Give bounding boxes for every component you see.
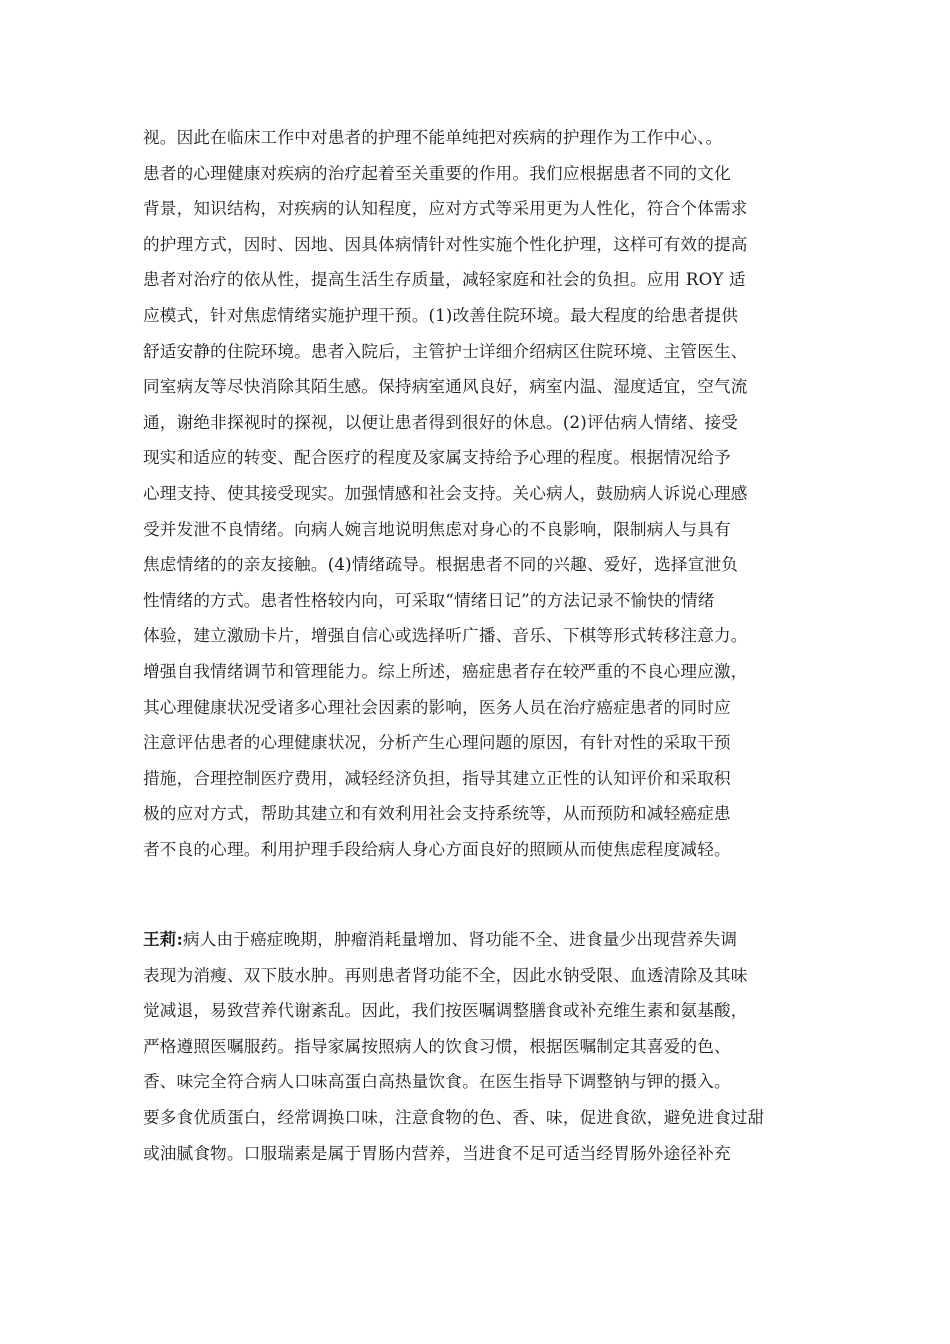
- text-line: 焦虑情绪的的亲友接触。(4)情绪疏导。根据患者不同的兴趣、爱好，选择宣泄负: [143, 555, 739, 575]
- text-line: 其心理健康状况受诸多心理社会因素的影响，医务人员在治疗癌症患者的同时应: [143, 697, 731, 717]
- text-line: 通，谢绝非探视时的探视，以便让患者得到很好的休息。(2)评估病人情绪、接受: [143, 412, 739, 432]
- text-line: 者不良的心理。利用护理手段给病人身心方面良好的照顾从而使焦虑程度减轻。: [143, 839, 731, 859]
- text-line: 性情绪的方式。患者性格较内向，可采取“情绪日记”的方法记录不愉快的情绪: [143, 590, 715, 610]
- paragraph-nutrition-care: [143, 922, 823, 1171]
- text-line: 觉减退，易致营养代谢紊乱。因此，我们按医嘱调整膳食或补充维生素和氨基酸，: [143, 1001, 748, 1021]
- text-line: 应模式，针对焦虑情绪实施护理干预。(1)改善住院环境。最大程度的给患者提供: [143, 305, 739, 325]
- text-line: 表现为消瘦、双下肢水肿。再则患者肾功能不全，因此水钠受限、血透清除及其味: [143, 965, 748, 985]
- text-line: 要多食优质蛋白，经常调换口味，注意食物的色、香、味，促进食欲，避免进食过甜: [143, 1107, 765, 1127]
- text-line-first: [143, 922, 823, 958]
- text-line: 的护理方式，因时、因地、因具体病情针对性实施个性化护理，这样可有效的提高: [143, 234, 748, 254]
- paragraph-psychological-care: [143, 120, 823, 867]
- text-line: 患者对治疗的依从性，提高生活生存质量，减轻家庭和社会的负担。应用 ROY 适: [143, 270, 746, 290]
- text-line-rest: 病人由于癌症晚期，肿瘤消耗量增加、肾功能不全、进食量少出现营养失调: [182, 930, 738, 949]
- text-line: 体验，建立激励卡片，增强自信心或选择听广播、音乐、下棋等形式转移注意力。: [143, 626, 748, 646]
- speaker-name: 王莉:: [143, 929, 183, 949]
- text-line: 措施，合理控制医疗费用，减轻经济负担，指导其建立正性的认知评价和采取积: [143, 768, 731, 788]
- text-line: 极的应对方式，帮助其建立和有效利用社会支持系统等，从而预防和减轻癌症患: [143, 804, 731, 824]
- text-line: 舒适安静的住院环境。患者入院后，主管护士详细介绍病区住院环境、主管医生、: [143, 341, 748, 361]
- text-line: 现实和适应的转变、配合医疗的程度及家属支持给予心理的程度。根据情况给予: [143, 448, 731, 468]
- text-line: 受并发泄不良情绪。向病人婉言地说明焦虑对身心的不良影响，限制病人与具有: [143, 519, 731, 539]
- text-line: 患者的心理健康对疾病的治疗起着至关重要的作用。我们应根据患者不同的文化: [143, 163, 731, 183]
- text-line: 背景，知识结构，对疾病的认知程度，应对方式等采用更为人性化，符合个体需求: [143, 199, 748, 219]
- text-line: 注意评估患者的心理健康状况，分析产生心理问题的原因，有针对性的采取干预: [143, 733, 731, 753]
- text-line: 增强自我情绪调节和管理能力。综上所述，癌症患者存在较严重的不良心理应激，: [143, 661, 748, 681]
- text-line: 视。因此在临床工作中对患者的护理不能单纯把对疾病的护理作为工作中心、。: [143, 128, 723, 147]
- text-line: 心理支持、使其接受现实。加强情感和社会支持。关心病人，鼓励病人诉说心理感: [143, 483, 748, 503]
- text-line: 香、味完全符合病人口味高蛋白高热量饮食。在医生指导下调整钠与钾的摄入。: [143, 1072, 731, 1092]
- text-line: 同室病友等尽快消除其陌生感。保持病室通风良好，病室内温、湿度适宜，空气流: [143, 377, 748, 397]
- text-line: 或油腻食物。口服瑞素是属于胃肠内营养，当进食不足可适当经胃肠外途径补充: [143, 1143, 731, 1163]
- text-line: 严格遵照医嘱服药。指导家属按照病人的饮食习惯，根据医嘱制定其喜爱的色、: [143, 1036, 731, 1056]
